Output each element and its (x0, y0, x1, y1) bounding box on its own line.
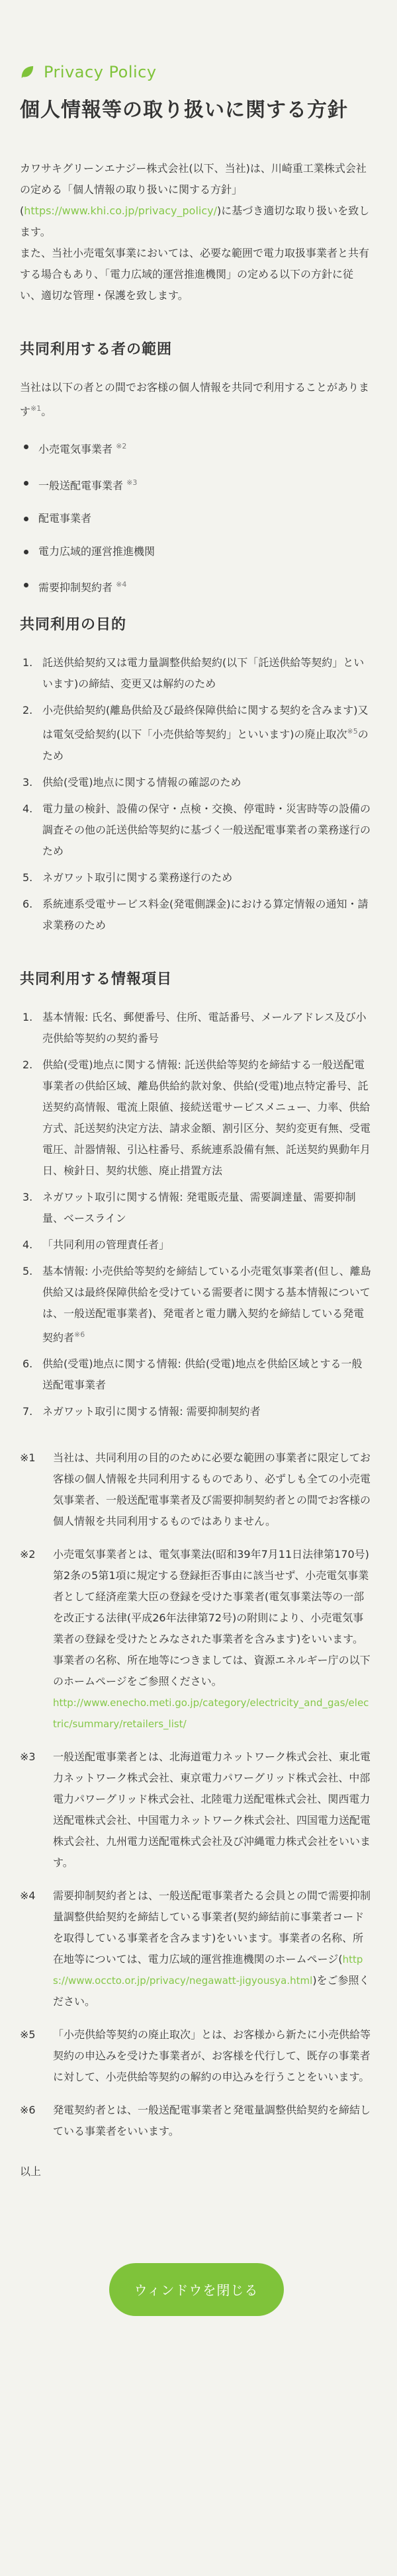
enecho-link[interactable]: http://www.enecho.meti.go.jp/category/electricity_and_gas/electric/summary/retailers_list/ (53, 1696, 369, 1730)
list-item: 5. 基本情報: 小売供給等契約を締結している小売電気事業者(但し、離島供給又は最終保障供給を受けている需要者に関する基本情報については、一般送配電事業者)、発電者と電力購入契約を締結している発電契約者$^{※6}$ (22, 1264, 371, 1344)
occto-link[interactable]: https://www.occto.or.jp/privacy/negawatt-jigyousya.html (53, 1953, 363, 1987)
end-text: 以上 (20, 2165, 42, 2178)
list-item: 7. ネガワット取引に関する情報: 需要抑制契約者 (22, 1404, 261, 1418)
list-item: 4. 「共同利用の管理責任者」 (22, 1238, 170, 1251)
list-item: 小売電気事業者 $^{※2}$ (20, 439, 373, 456)
section-title-info-items: 共同利用する情報項目 (20, 970, 173, 988)
shared-users-list (20, 439, 373, 595)
shared-users-intro: 当社は以下の者との間でお客様の個人情報を共同で利用することがあります$^{※1}$。 (20, 381, 370, 418)
section-title-purpose: 共同利用の目的 (20, 617, 127, 634)
footnote: ※6 発電契約者とは、一般送配電事業者と発電量調整供給契約を締結している事業者をいいます。 (20, 2103, 371, 2137)
purpose-list (20, 652, 373, 935)
footnote: ※3 一般送配電事業者とは、北海道電力ネットワーク株式会社、東北電力ネットワーク株式会社、東京電力パワーグリッド株式会社、中部電力パワーグリッド株式会社、北陸電力送配電株式会社、関西電力送配電株式会社、中国電力ネットワーク株式会社、四国電力送配電株式会社、九州電力送配電株式会社及び沖縄電力株式会社をいいます。 (20, 1750, 371, 1869)
list-item: 3. 供給(受電)地点に関する情報の確認のため (22, 775, 242, 789)
list-item: 1. 託送供給契約又は電力量調整供給契約(以下「託送供給等契約」といいます)の締結、変更又は解約のため (22, 656, 365, 691)
list-item: 6. 系統連系受電サービス料金(発電側課金)における算定情報の通知・請求業務のため (22, 897, 369, 931)
list-item: 1. 基本情報: 氏名、郵便番号、住所、電話番号、メールアドレス及び小売供給等契約の契約番号 (22, 1010, 367, 1045)
footnote: ※2 小売電気事業者とは、電気事業法(昭和39年7月11日法律第170号)第2条の5第1項に規定する登録拒否事由に該当せず、小売電気事業者として経済産業大臣の登録を受けた事業者(電気事業法等の一部を改正する法律(平成26年法律第72号)の附則により、小売電気事業者の登録を受けたとみなされた事業者を含みます)をいいます。事業者の名称、所在地等につきましては、資源エネルギー庁の以下のホームページをご参照ください。 http://www.enecho.meti.go.jp/category/electricity_and_gas/electric/summary/retailers_list/ (20, 1547, 371, 1730)
list-item: 6. 供給(受電)地点に関する情報: 供給(受電)地点を供給区域とする一般送配電事業者 (22, 1357, 363, 1391)
close-window-button[interactable]: ウィンドウを閉じる (109, 2263, 284, 2316)
footnotes (20, 1447, 373, 2142)
footnote: ※5 「小売供給等契約の廃止取次」とは、お客様から新たに小売供給等契約の申込みを受けた事業者が、お客様を代行して、既存の事業者に対して、小売供給等契約の解約の申込みを行うことをいいます。 (20, 2028, 371, 2083)
privacy-policy-link[interactable]: https://www.khi.co.jp/privacy_policy/ (24, 204, 218, 217)
list-item: 配電事業者 (20, 511, 373, 526)
leaf-icon (20, 65, 34, 79)
page-header (20, 63, 373, 81)
footnote: ※1 当社は、共同利用の目的のために必要な範囲の事業者に限定してお客様の個人情報を共同利用するものであり、必ずしも全ての小売電気事業者、一般送配電事業者及び需要抑制契約者との間でお客様の個人情報を共同利用するものではありません。 (20, 1451, 371, 1527)
section-title-shared-users: 共同利用する者の範囲 (20, 341, 173, 358)
list-item: 2. 供給(受電)地点に関する情報: 託送供給等契約を締結する一般送配電事業者の供給区域、離島供給約款対象、供給(受電)地点特定番号、託送契約高情報、電流上限値、接続送電サービスメニュー、力率、供給方式、託送契約決定方法、請求金額、割引区分、契約変更有無、受電電圧、計器情報、引込柱番号、系統連系設備有無、託送契約異動年月日、検針日、契約状態、廃止措置方法 (22, 1058, 371, 1177)
list-item: 一般送配電事業者 $^{※3}$ (20, 476, 373, 493)
intro-paragraph-2: また、当社小売電気事業においては、必要な範囲で電力取扱事業者と共有する場合もあり、「電力広域的運営推進機関」の定める以下の方針に従い、適切な管理・保護を致します。 (20, 247, 370, 302)
page-title: 個人情報等の取り扱いに関する方針 (20, 99, 348, 122)
list-item: 電力広域的運営推進機関 (20, 544, 373, 559)
list-item: 4. 電力量の検針、設備の保守・点検・交換、停電時・災害時等の設備の調査その他の託送供給等契約に基づく一般送配電事業者の業務遂行のため (22, 802, 371, 857)
list-item: 3. ネガワット取引に関する情報: 発電販売量、需要調達量、需要抑制量、ベースライン (22, 1190, 356, 1224)
intro-paragraph-1: カワサキグリーンエナジー株式会社(以下、当社)は、川崎重工業株式会社の定める「個人情報の取り扱いに関する方針」(https://www.khi.co.jp/privacy_policy/)に基づき適切な取り扱いを致します。 (20, 162, 370, 238)
header-title: Privacy Policy (44, 63, 157, 81)
list-item: 5. ネガワット取引に関する業務遂行のため (22, 871, 233, 884)
list-item: 2. 小売供給契約(離島供給及び最終保障供給に関する契約を含みます)又は電気受給契約(以下「小売供給等契約」といいます)の廃止取次$^{※5}$のため (22, 704, 369, 762)
info-items-list (20, 1007, 373, 1422)
list-item: 需要抑制契約者 $^{※4}$ (20, 578, 373, 595)
footnote: ※4 需要抑制契約者とは、一般送配電事業者たる会員との間で需要抑制量調整供給契約を締結している事業者(契約締結前に事業者コードを取得している事業者を含みます)をいいます。事業者の名称、所在地等については、電力広域的運営推進機関のホームページ(https://www.occto.or.jp/privacy/negawatt-jigyousya.html)をご参照ください。 (20, 1889, 371, 2008)
